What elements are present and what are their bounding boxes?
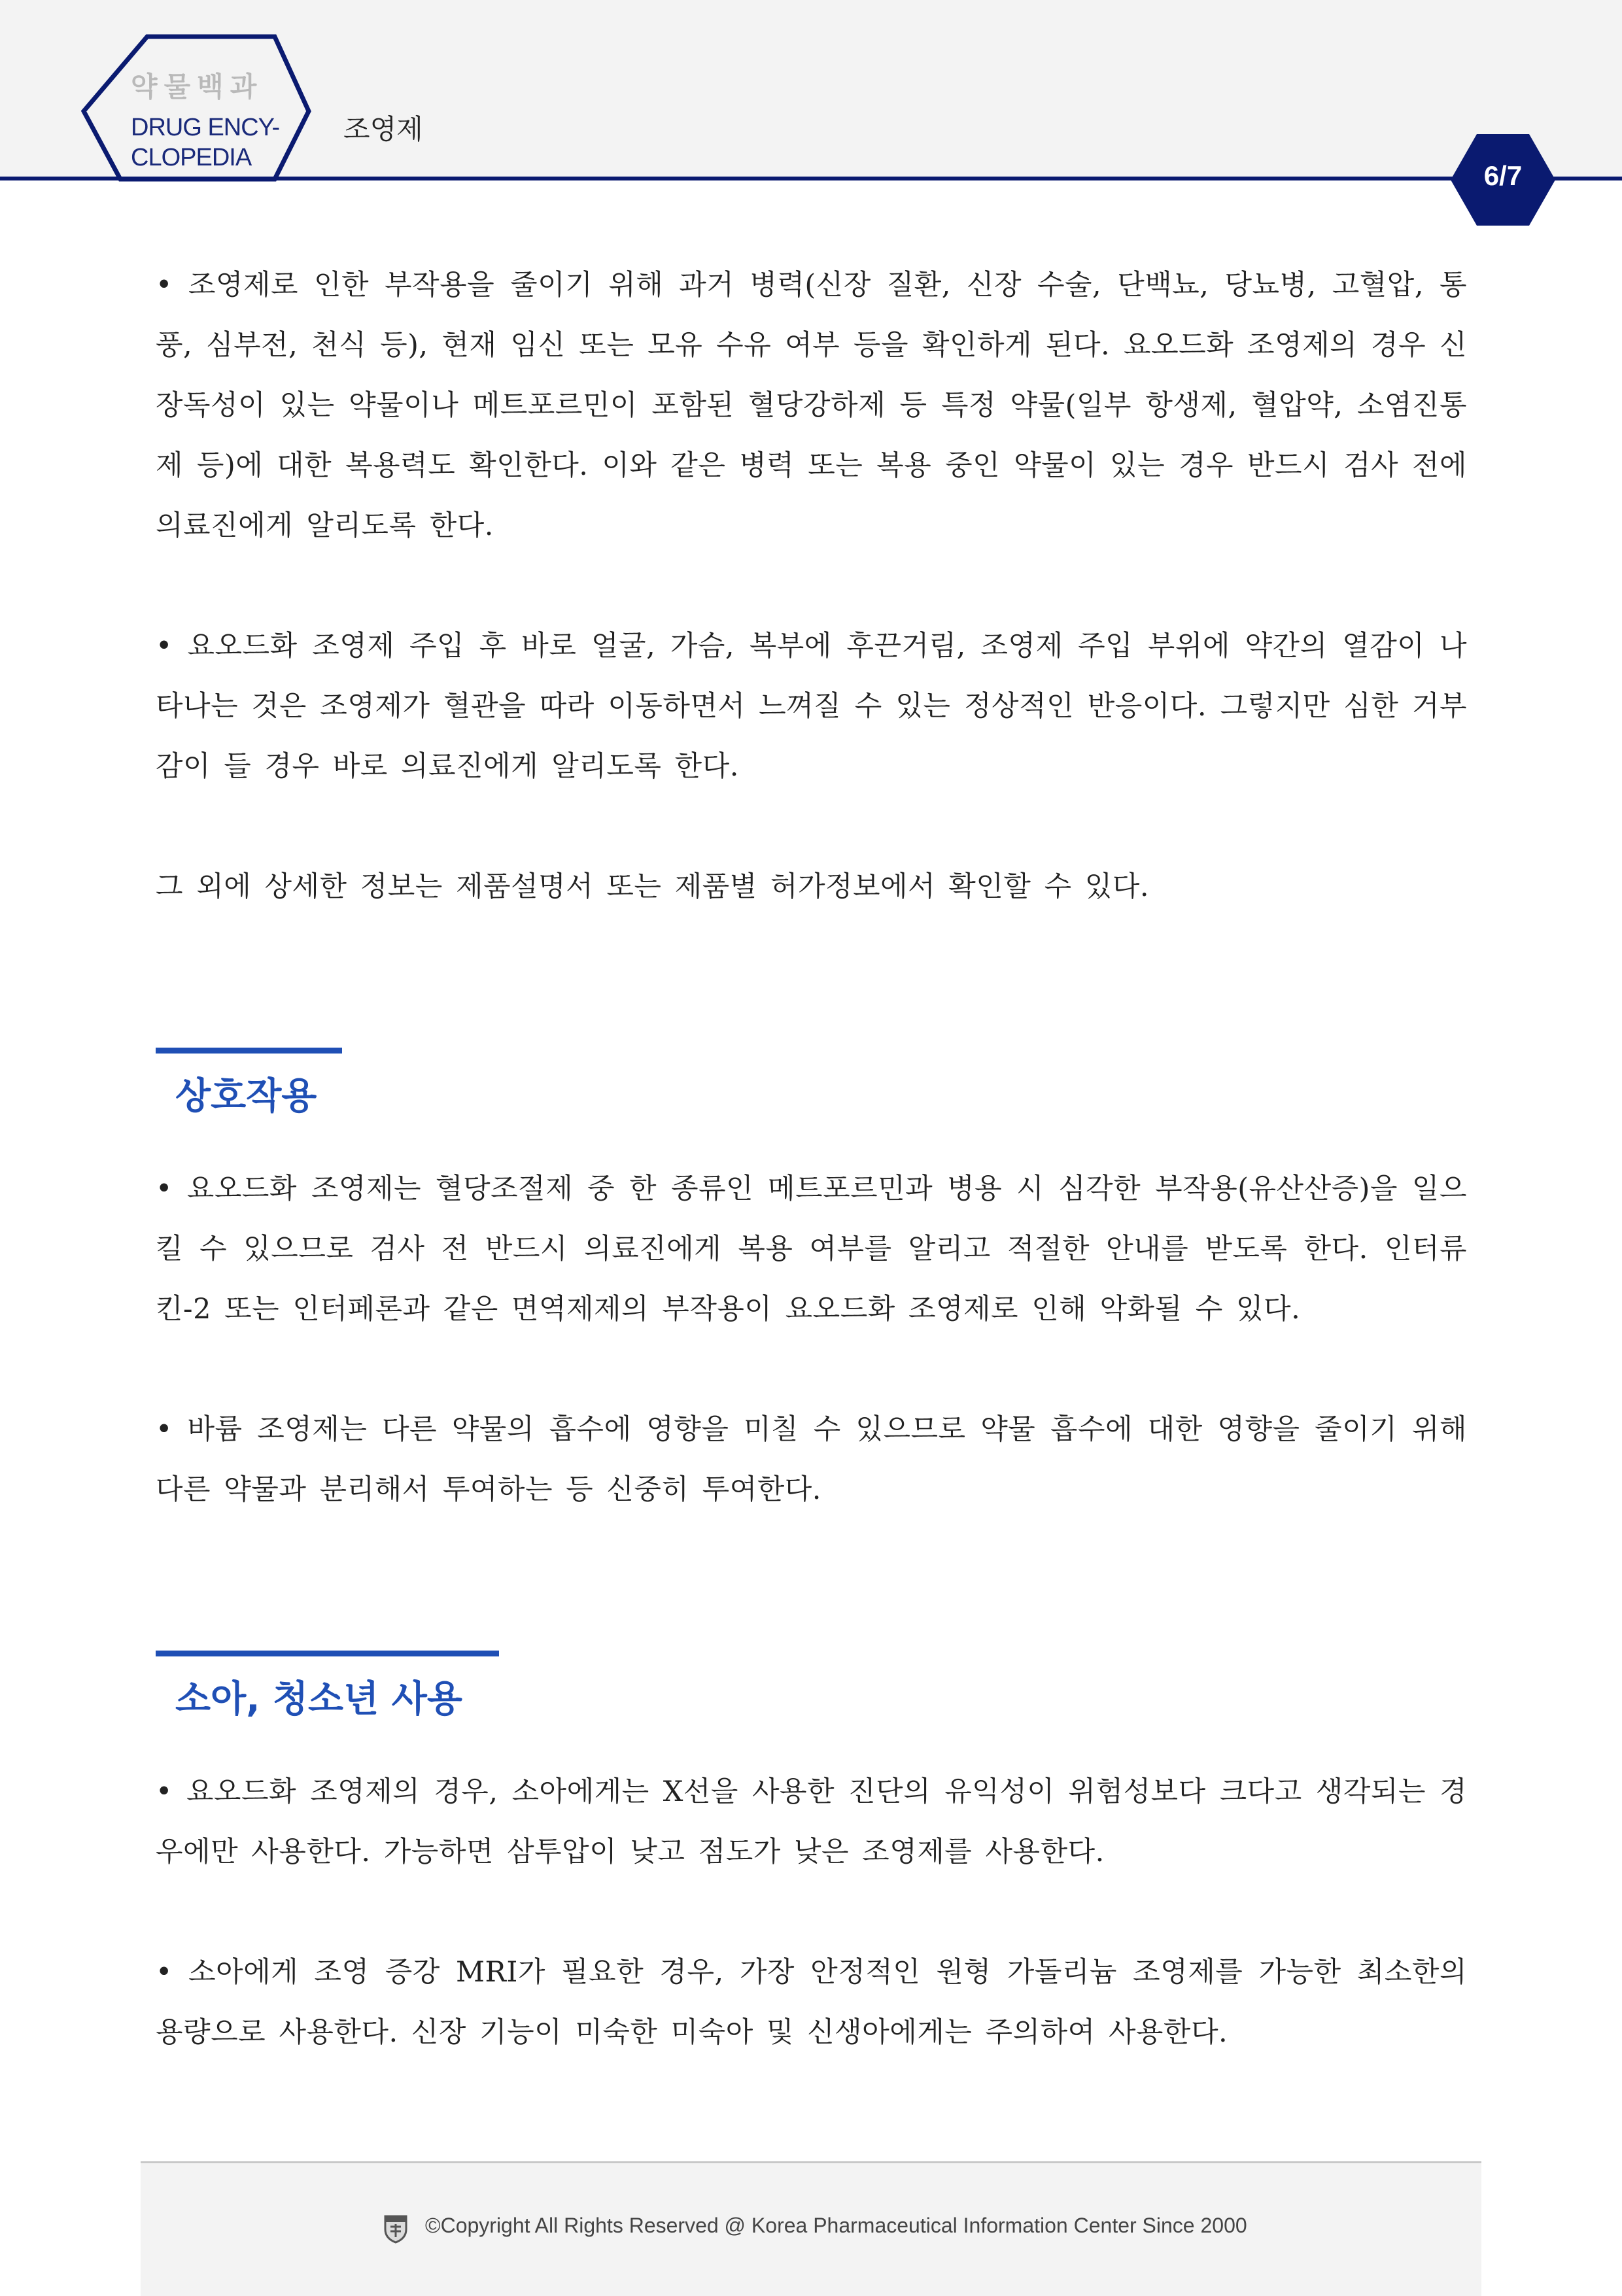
paragraph: • 조영제로 인한 부작용을 줄이기 위해 과거 병력(신장 질환, 신장 수술, 단백뇨, 당뇨병, 고혈압, 통풍, 심부전, 천식 등), 현재 임신 또는 모유 수유 여부 등을 확인하게 된다. 요오드화 조영제의 경우 신장독성이 있는 약물이나 메트포르민이 포함된 혈당강하제 등 특정 약물(일부 항생제, 혈압약, 소염진통제 등)에 대한 복용력도 확인한다. 이와 같은 병력 또는 복용 중인 약물이 있는 경우 반드시 검사 전에 의료진에게 알리도록 한다.	[156, 269, 1467, 542]
section-heading-pediatric	[156, 1651, 1467, 1762]
section-heading-interactions	[156, 1048, 1467, 1159]
section-title: 소아, 청소년 사용	[175, 1678, 462, 1721]
document-body	[156, 255, 1467, 2063]
category-title: 조영제	[343, 113, 423, 145]
paragraph: 그 외에 상세한 정보는 제품설명서 또는 제품별 허가정보에서 확인할 수 있다.	[156, 870, 1150, 903]
kpic-emblem-icon	[383, 2214, 409, 2244]
section-rule	[156, 1048, 342, 1054]
section-rule	[156, 1651, 499, 1656]
paragraph: • 바륨 조영제는 다른 약물의 흡수에 영향을 미칠 수 있으므로 약물 흡수에 대한 영향을 줄이기 위해 다른 약물과 분리해서 투여하는 등 신중히 투여한다.	[156, 1413, 1467, 1506]
logo-english-line2: CLOPEDIA	[131, 144, 252, 171]
page-indicator: 6/7	[1483, 160, 1523, 191]
logo-english-line1: DRUG ENCY-	[131, 114, 280, 141]
paragraph: • 요오드화 조영제는 혈당조절제 중 한 종류인 메트포르민과 병용 시 심각한 부작용(유산산증)을 일으킬 수 있으므로 검사 전 반드시 의료진에게 복용 여부를 알리고 적절한 안내를 받도록 한다. 인터류킨-2 또는 인터페론과 같은 면역제제의 부작용이 요오드화 조영제로 인해 악화될 수 있다.	[156, 1173, 1467, 1326]
paragraph: • 요오드화 조영제의 경우, 소아에게는 X선을 사용한 진단의 유익성이 위험성보다 크다고 생각되는 경우에만 사용한다. 가능하면 삼투압이 낮고 점도가 낮은 조영제를 사용한다.	[156, 1775, 1467, 1868]
section-title: 상호작용	[175, 1075, 317, 1118]
copyright-text: ©Copyright All Rights Reserved @ Korea Pharmaceutical Information Center Since 2000	[425, 2214, 1247, 2237]
logo-english	[131, 112, 288, 173]
logo-korean: 약물백과	[131, 71, 264, 103]
paragraph: • 요오드화 조영제 주입 후 바로 얼굴, 가슴, 복부에 후끈거림, 조영제 주입 부위에 약간의 열감이 나타나는 것은 조영제가 혈관을 따라 이동하면서 느껴질 수 있는 정상적인 반응이다. 그렇지만 심한 거부감이 들 경우 바로 의료진에게 알리도록 한다.	[156, 630, 1467, 783]
paragraph: • 소아에게 조영 증강 MRI가 필요한 경우, 가장 안정적인 원형 가돌리늄 조영제를 가능한 최소한의 용량으로 사용한다. 신장 기능이 미숙한 미숙아 및 신생아에게는 주의하여 사용한다.	[156, 1956, 1467, 2049]
